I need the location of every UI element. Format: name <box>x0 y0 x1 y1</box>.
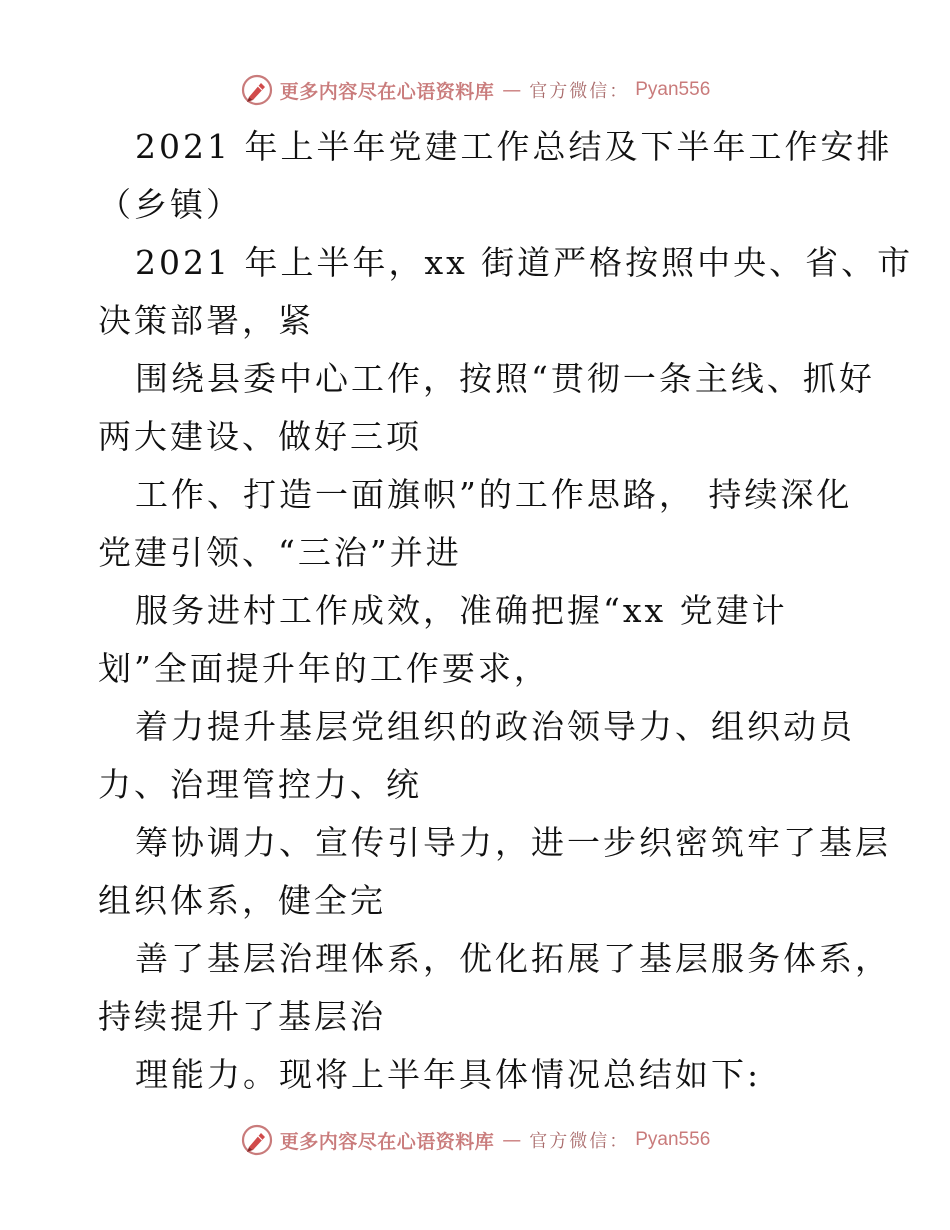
text-line: 两大建设、做好三项 <box>98 417 422 456</box>
text-line: 2021 年上半年党建工作总结及下半年工作安排 <box>135 127 893 166</box>
watermark-dash: — <box>502 1129 522 1151</box>
text-line: 围绕县委中心工作，按照“贯彻一条主线、抓好 <box>135 359 875 398</box>
watermark-footer <box>0 1120 950 1160</box>
text-line: 2021 年上半年，xx 街道严格按照中央、省、市 <box>135 243 914 282</box>
watermark-label: 官方微信： <box>529 81 630 102</box>
text-line: 筹协调力、宣传引导力，进一步织密筑牢了基层 <box>135 823 891 862</box>
watermark-header <box>0 70 950 110</box>
text-line: 决策部署，紧 <box>98 301 314 340</box>
pen-logo-icon <box>240 73 274 107</box>
text-line: 服务进村工作成效，准确把握“xx 党建计 <box>135 591 788 630</box>
watermark-main-text: 更多内容尽在心语资料库 <box>279 80 495 103</box>
text-line: 理能力。现将上半年具体情况总结如下: <box>135 1055 762 1094</box>
watermark-id: Pyan556 <box>635 79 711 100</box>
text-line: 善了基层治理体系，优化拓展了基层服务体系， <box>135 939 891 978</box>
watermark-main-text: 更多内容尽在心语资料库 <box>279 1130 495 1153</box>
watermark-dash: — <box>502 79 522 101</box>
text-line: 划”全面提升年的工作要求， <box>98 649 550 688</box>
watermark-label: 官方微信： <box>529 1131 630 1152</box>
text-line: 着力提升基层党组织的政治领导力、组织动员 <box>135 707 855 746</box>
watermark-id: Pyan556 <box>635 1129 711 1150</box>
text-line: （乡镇） <box>98 185 242 224</box>
text-line: 党建引领、“三治”并进 <box>98 533 462 572</box>
text-line: 工作、打造一面旗帜”的工作思路， 持续深化 <box>135 475 853 514</box>
text-line: 力、治理管控力、统 <box>98 765 422 804</box>
text-line: 持续提升了基层治 <box>98 997 386 1036</box>
text-line: 组织体系，健全完 <box>98 881 386 920</box>
document-body <box>98 118 914 1104</box>
pen-logo-icon <box>240 1123 274 1157</box>
